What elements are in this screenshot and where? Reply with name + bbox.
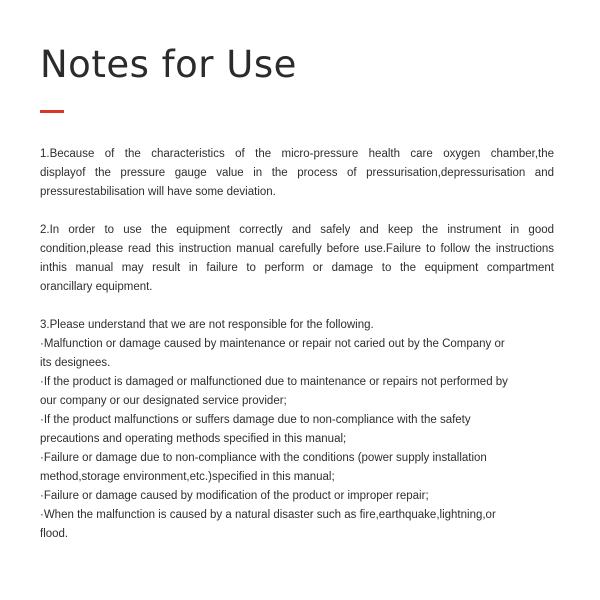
list-item-line: ·When the malfunction is caused by a natural disaster such as fire,earthquake,lightning,or	[40, 509, 496, 521]
note-paragraph-2	[40, 221, 554, 297]
list-item-line: method,storage environment,etc.)specified in this manual;	[40, 471, 335, 483]
paragraph-line: pressurestabilisation will have some deviation.	[40, 186, 276, 198]
paragraph-line: displayof the pressure gauge value in the process of pressurisation,depressurisation and	[40, 167, 554, 179]
title-accent-rule	[40, 110, 64, 113]
paragraph-line: 3.Please understand that we are not responsible for the following.	[40, 319, 374, 331]
list-item-line: ·If the product is damaged or malfunctioned due to maintenance or repairs not performed by	[40, 376, 508, 388]
list-item-line: flood.	[40, 528, 69, 540]
note-paragraph-1	[40, 145, 554, 202]
paragraph-line: 2.In order to use the equipment correctly and safely and keep the instrument in good	[40, 224, 554, 236]
paragraph-line: 1.Because of the characteristics of the micro-pressure health care oxygen chamber,the	[40, 148, 554, 160]
note-paragraph-3	[40, 316, 554, 544]
list-item-line: ·Failure or damage caused by modification of the product or improper repair;	[40, 490, 429, 502]
list-item-line: its designees.	[40, 357, 111, 369]
list-item-line: precautions and operating methods specified in this manual;	[40, 433, 347, 445]
page-title: Notes for Use	[40, 43, 297, 86]
paragraph-line: orancillary equipment.	[40, 281, 153, 293]
notes-body	[40, 145, 554, 544]
list-item-line: ·Malfunction or damage caused by maintenance or repair not caried out by the Company or	[40, 338, 505, 350]
paragraph-line: inthis manual may result in failure to perform or damage to the equipment compartment	[40, 262, 554, 274]
list-item-line: ·Failure or damage due to non-compliance with the conditions (power supply installation	[40, 452, 487, 464]
list-item-line: ·If the product malfunctions or suffers damage due to non-compliance with the safety	[40, 414, 471, 426]
paragraph-line: condition,please read this instruction manual carefully before use.Failure to follow the instructions	[40, 243, 554, 255]
list-item-line: our company or our designated service provider;	[40, 395, 287, 407]
